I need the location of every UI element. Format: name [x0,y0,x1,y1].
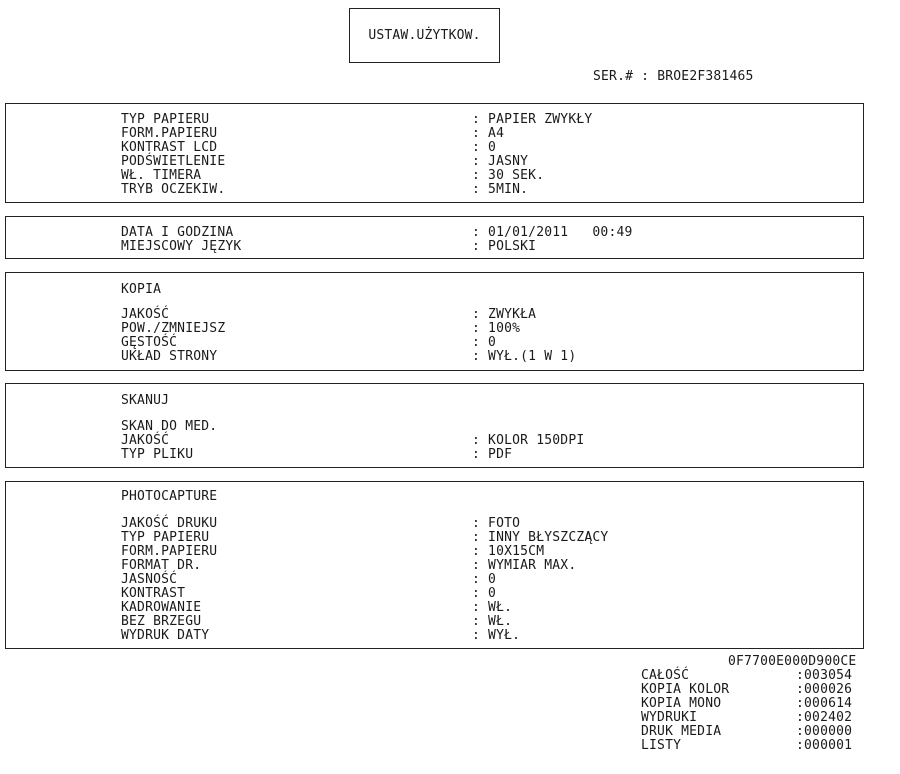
setting-label: JAKOŚĆ [121,307,170,322]
setting-label: PODŚWIETLENIE [121,154,226,169]
setting-label: KONTRAST LCD [121,140,218,155]
setting-label: WYDRUK DATY [121,628,210,643]
setting-label: TRYB OCZEKIW. [121,182,226,197]
setting-label: FORMAT DR. [121,558,202,573]
counter-value: :000026 [796,682,853,697]
general-settings-section [5,103,864,203]
copy-section [5,272,864,371]
scan-section [5,383,864,468]
setting-value: : PDF [472,447,513,462]
photocapture-section [5,481,864,649]
report-title-box [349,8,500,63]
serial-number: SER.# : BROE2F381465 [593,69,754,84]
setting-value: : 100% [472,321,521,336]
setting-label: WŁ. TIMERA [121,168,202,183]
setting-value: : 5MIN. [472,182,529,197]
setting-label: KONTRAST [121,586,186,601]
setting-value: : 01/01/2011 00:49 [472,225,633,240]
counter-label: CAŁOŚĆ [641,668,690,683]
setting-value: : 0 [472,586,497,601]
setting-value: : KOLOR 150DPI [472,433,585,448]
setting-value: : WŁ. [472,614,513,629]
setting-value: : WYMIAR MAX. [472,558,577,573]
setting-label: MIEJSCOWY JĘZYK [121,239,242,254]
section-heading: SKANUJ [121,393,170,408]
counter-label: KOPIA KOLOR [641,682,730,697]
setting-value: : INNY BŁYSZCZĄCY [472,530,609,545]
setting-label: FORM.PAPIERU [121,544,218,559]
setting-label: GĘSTOŚĆ [121,335,178,350]
setting-label: BEZ BRZEGU [121,614,202,629]
setting-label: TYP PAPIERU [121,530,210,545]
setting-value: : 0 [472,572,497,587]
setting-value: : WŁ. [472,600,513,615]
counter-label: LISTY [641,738,682,753]
counter-value: :003054 [796,668,853,683]
setting-value: : 30 SEK. [472,168,545,183]
setting-label: POW./ZMNIEJSZ [121,321,226,336]
date-language-section [5,216,864,259]
setting-value: : A4 [472,126,505,141]
counter-value: :000000 [796,724,853,739]
counter-label: DRUK MEDIA [641,724,722,739]
counter-value: :000614 [796,696,853,711]
section-heading: PHOTOCAPTURE [121,489,218,504]
section-heading: KOPIA [121,282,162,297]
setting-value: : WYŁ. [472,628,521,643]
counter-value: :002402 [796,710,853,725]
setting-label: TYP PLIKU [121,447,194,462]
setting-value: : WYŁ.(1 W 1) [472,349,577,364]
setting-value: : ZWYKŁA [472,307,537,322]
setting-label: JAKOŚĆ [121,433,170,448]
report-title: USTAW.UŻYTKOW. [368,27,481,43]
setting-label: DATA I GODZINA [121,225,234,240]
setting-value: : POLSKI [472,239,537,254]
setting-label: SKAN DO MED. [121,419,218,434]
footer-code: 0F7700E000D900CE [728,654,857,669]
setting-label: UKŁAD STRONY [121,349,218,364]
setting-label: TYP PAPIERU [121,112,210,127]
setting-value: : 0 [472,140,497,155]
setting-value: : JASNY [472,154,529,169]
counter-label: KOPIA MONO [641,696,722,711]
counter-value: :000001 [796,738,853,753]
setting-value: : 10X15CM [472,544,545,559]
counter-label: WYDRUKI [641,710,698,725]
setting-label: KADROWANIE [121,600,202,615]
setting-label: FORM.PAPIERU [121,126,218,141]
setting-value: : FOTO [472,516,521,531]
setting-label: JAKOŚĆ DRUKU [121,516,218,531]
setting-value: : 0 [472,335,497,350]
setting-label: JASNOŚĆ [121,572,178,587]
setting-value: : PAPIER ZWYKŁY [472,112,593,127]
